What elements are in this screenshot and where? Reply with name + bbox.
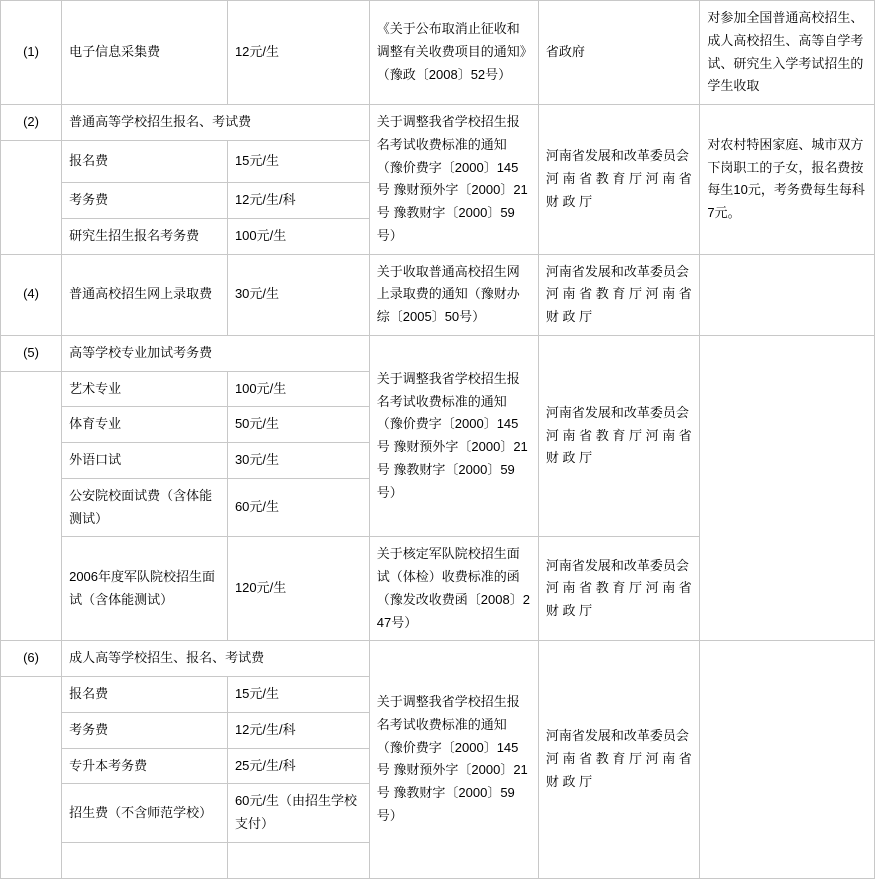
row-note-merged [700,641,875,878]
row-item: 考务费 [62,712,228,748]
row-item: 普通高等学校招生报名、考试费 [62,105,370,141]
row-number [1,371,62,641]
table-row [1,335,875,371]
row-item: 专升本考务费 [62,748,228,784]
row-number: (1) [1,1,62,105]
row-item: 公安院校面试费（含体能测试） [62,478,228,537]
row-note-merged [700,335,875,641]
row-number [1,677,62,879]
row-number: (5) [1,335,62,371]
row-standard: 12元/生/科 [227,183,369,219]
row-item: 研究生招生报名考务费 [62,218,228,254]
row-org-merged: 河南省发展和改革委员会 河 南 省 教 育 厅 河 南 省 财 政 厅 [538,335,699,537]
row-item: 高等学校专业加试考务费 [62,335,370,371]
row-item: 2006年度军队院校招生面试（含体能测试） [62,537,228,641]
row-item: 外语口试 [62,443,228,479]
table-row [1,105,875,141]
table-row [1,1,875,105]
row-basis: 关于核定军队院校招生面试（体检）收费标准的函（豫发改收费函〔2008〕247号） [369,537,538,641]
row-basis: 关于收取普通高校招生网上录取费的通知（豫财办综〔2005〕50号） [369,254,538,335]
row-item: 报名费 [62,677,228,713]
row-number: (4) [1,254,62,335]
row-standard: 50元/生 [227,407,369,443]
row-item: 招生费（不含师范学校） [62,784,228,843]
row-standard: 100元/生 [227,371,369,407]
row-note [700,254,875,335]
table-row [1,254,875,335]
row-org: 河南省发展和改革委员会 河 南 省 教 育 厅 河 南 省 财 政 厅 [538,537,699,641]
row-number: (2) [1,105,62,141]
row-org: 河南省发展和改革委员会 河 南 省 教 育 厅 河 南 省 财 政 厅 [538,254,699,335]
row-item: 艺术专业 [62,371,228,407]
row-standard: 15元/生 [227,140,369,182]
row-number: (6) [1,641,62,677]
row-basis-merged: 关于调整我省学校招生报名考试收费标准的通知 （豫价费字〔2000〕145号 豫财预外字〔2000〕21号 豫教财字〔2000〕59号） [369,105,538,255]
row-standard: 100元/生 [227,218,369,254]
row-standard: 120元/生 [227,537,369,641]
table-row [1,641,875,677]
row-note-merged: 对农村特困家庭、城市双方下岗职工的子女，报名费按每生10元，考务费每生每科7元。 [700,105,875,255]
row-basis-merged: 关于调整我省学校招生报名考试收费标准的通知 （豫价费字〔2000〕145号 豫财预外字〔2000〕21号 豫教财字〔2000〕59号） [369,335,538,537]
row-standard: 60元/生（由招生学校支付） [227,784,369,843]
row-standard: 60元/生 [227,478,369,537]
row-org: 省政府 [538,1,699,105]
row-standard: 12元/生/科 [227,712,369,748]
row-item [62,842,228,878]
row-org-merged: 河南省发展和改革委员会 河 南 省 教 育 厅 河 南 省 财 政 厅 [538,105,699,255]
row-basis: 《关于公布取消止征收和调整有关收费项目的通知》（豫政〔2008〕52号） [369,1,538,105]
row-standard: 15元/生 [227,677,369,713]
row-item: 考务费 [62,183,228,219]
row-standard: 30元/生 [227,254,369,335]
row-standard: 30元/生 [227,443,369,479]
row-standard [227,842,369,878]
row-item: 体育专业 [62,407,228,443]
row-item: 成人高等学校招生、报名、考试费 [62,641,370,677]
row-basis-merged: 关于调整我省学校招生报名考试收费标准的通知 （豫价费字〔2000〕145号 豫财预外字〔2000〕21号 豫教财字〔2000〕59号） [369,641,538,878]
row-standard: 25元/生/科 [227,748,369,784]
row-item: 普通高校招生网上录取费 [62,254,228,335]
row-standard: 12元/生 [227,1,369,105]
row-item: 报名费 [62,140,228,182]
row-org-merged: 河南省发展和改革委员会 河 南 省 教 育 厅 河 南 省 财 政 厅 [538,641,699,878]
row-item: 电子信息采集费 [62,1,228,105]
row-note: 对参加全国普通高校招生、成人高校招生、高等自学考试、研究生入学考试招生的学生收取 [700,1,875,105]
row-number [1,140,62,254]
